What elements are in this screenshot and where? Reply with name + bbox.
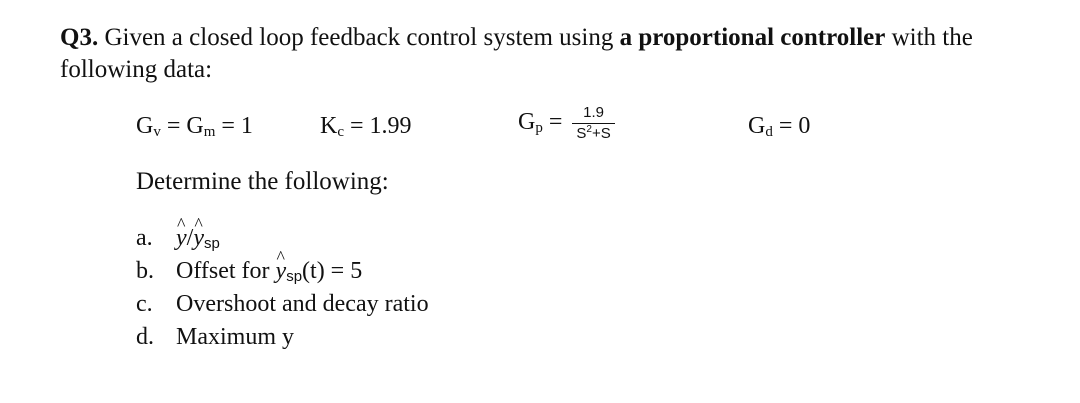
list-item-d (136, 321, 429, 354)
given-gv-gm (136, 108, 253, 148)
fraction-bar (572, 123, 614, 124)
gp-fraction (572, 104, 614, 143)
determine-heading: Determine the following: (136, 168, 389, 195)
sp-subscript: sp (286, 268, 303, 285)
sp-subscript: sp (203, 235, 220, 252)
gd-value: = 0 (772, 113, 811, 139)
item-text-rest: (t) = 5 (302, 258, 363, 284)
item-text: Maximum y (176, 324, 294, 350)
task-list (136, 222, 429, 354)
gv-subscript: v (153, 124, 161, 140)
kc-subscript: c (337, 124, 345, 140)
list-item-b (136, 255, 429, 288)
ysp-hat: ^ y (276, 255, 287, 288)
list-item-c (136, 288, 429, 321)
list-marker: a. (136, 225, 153, 251)
question-text (60, 22, 1020, 86)
gp-denominator (572, 125, 614, 143)
item-text: Overshoot and decay ratio (176, 291, 429, 317)
kc-symbol: K (320, 113, 338, 139)
slash: / (186, 225, 194, 251)
question-text-end: with the following data: (60, 24, 973, 83)
list-marker: d. (136, 324, 154, 350)
gv-symbol: G (136, 113, 154, 139)
gm-value: = 1 (215, 113, 253, 139)
gm-equals: = G (160, 113, 204, 139)
gp-den-power: 2 (586, 124, 592, 135)
gm-subscript: m (203, 124, 216, 140)
list-marker: b. (136, 258, 154, 284)
gp-den-rest: +S (591, 125, 611, 142)
gp-symbol: G (518, 109, 536, 136)
gd-subscript: d (765, 124, 773, 140)
question-text-start: Given a closed loop feedback control system using (98, 24, 620, 51)
list-marker: c. (136, 291, 153, 317)
given-gp (518, 104, 615, 144)
gd-symbol: G (748, 113, 766, 139)
ysp-hat: ^ y (193, 222, 204, 255)
item-text: Offset for (176, 258, 276, 284)
question-number: Q3. (60, 24, 99, 51)
given-kc (320, 108, 412, 148)
gp-den-s: S (576, 125, 587, 142)
gp-numerator: 1.9 (583, 104, 604, 121)
question-bold-phrase: a proportional controller (619, 24, 886, 51)
gp-equals: = (542, 109, 563, 136)
y-hat: ^ y (176, 222, 187, 255)
kc-value: = 1.99 (344, 113, 412, 139)
given-gd (748, 108, 810, 148)
gp-subscript: p (535, 120, 543, 137)
